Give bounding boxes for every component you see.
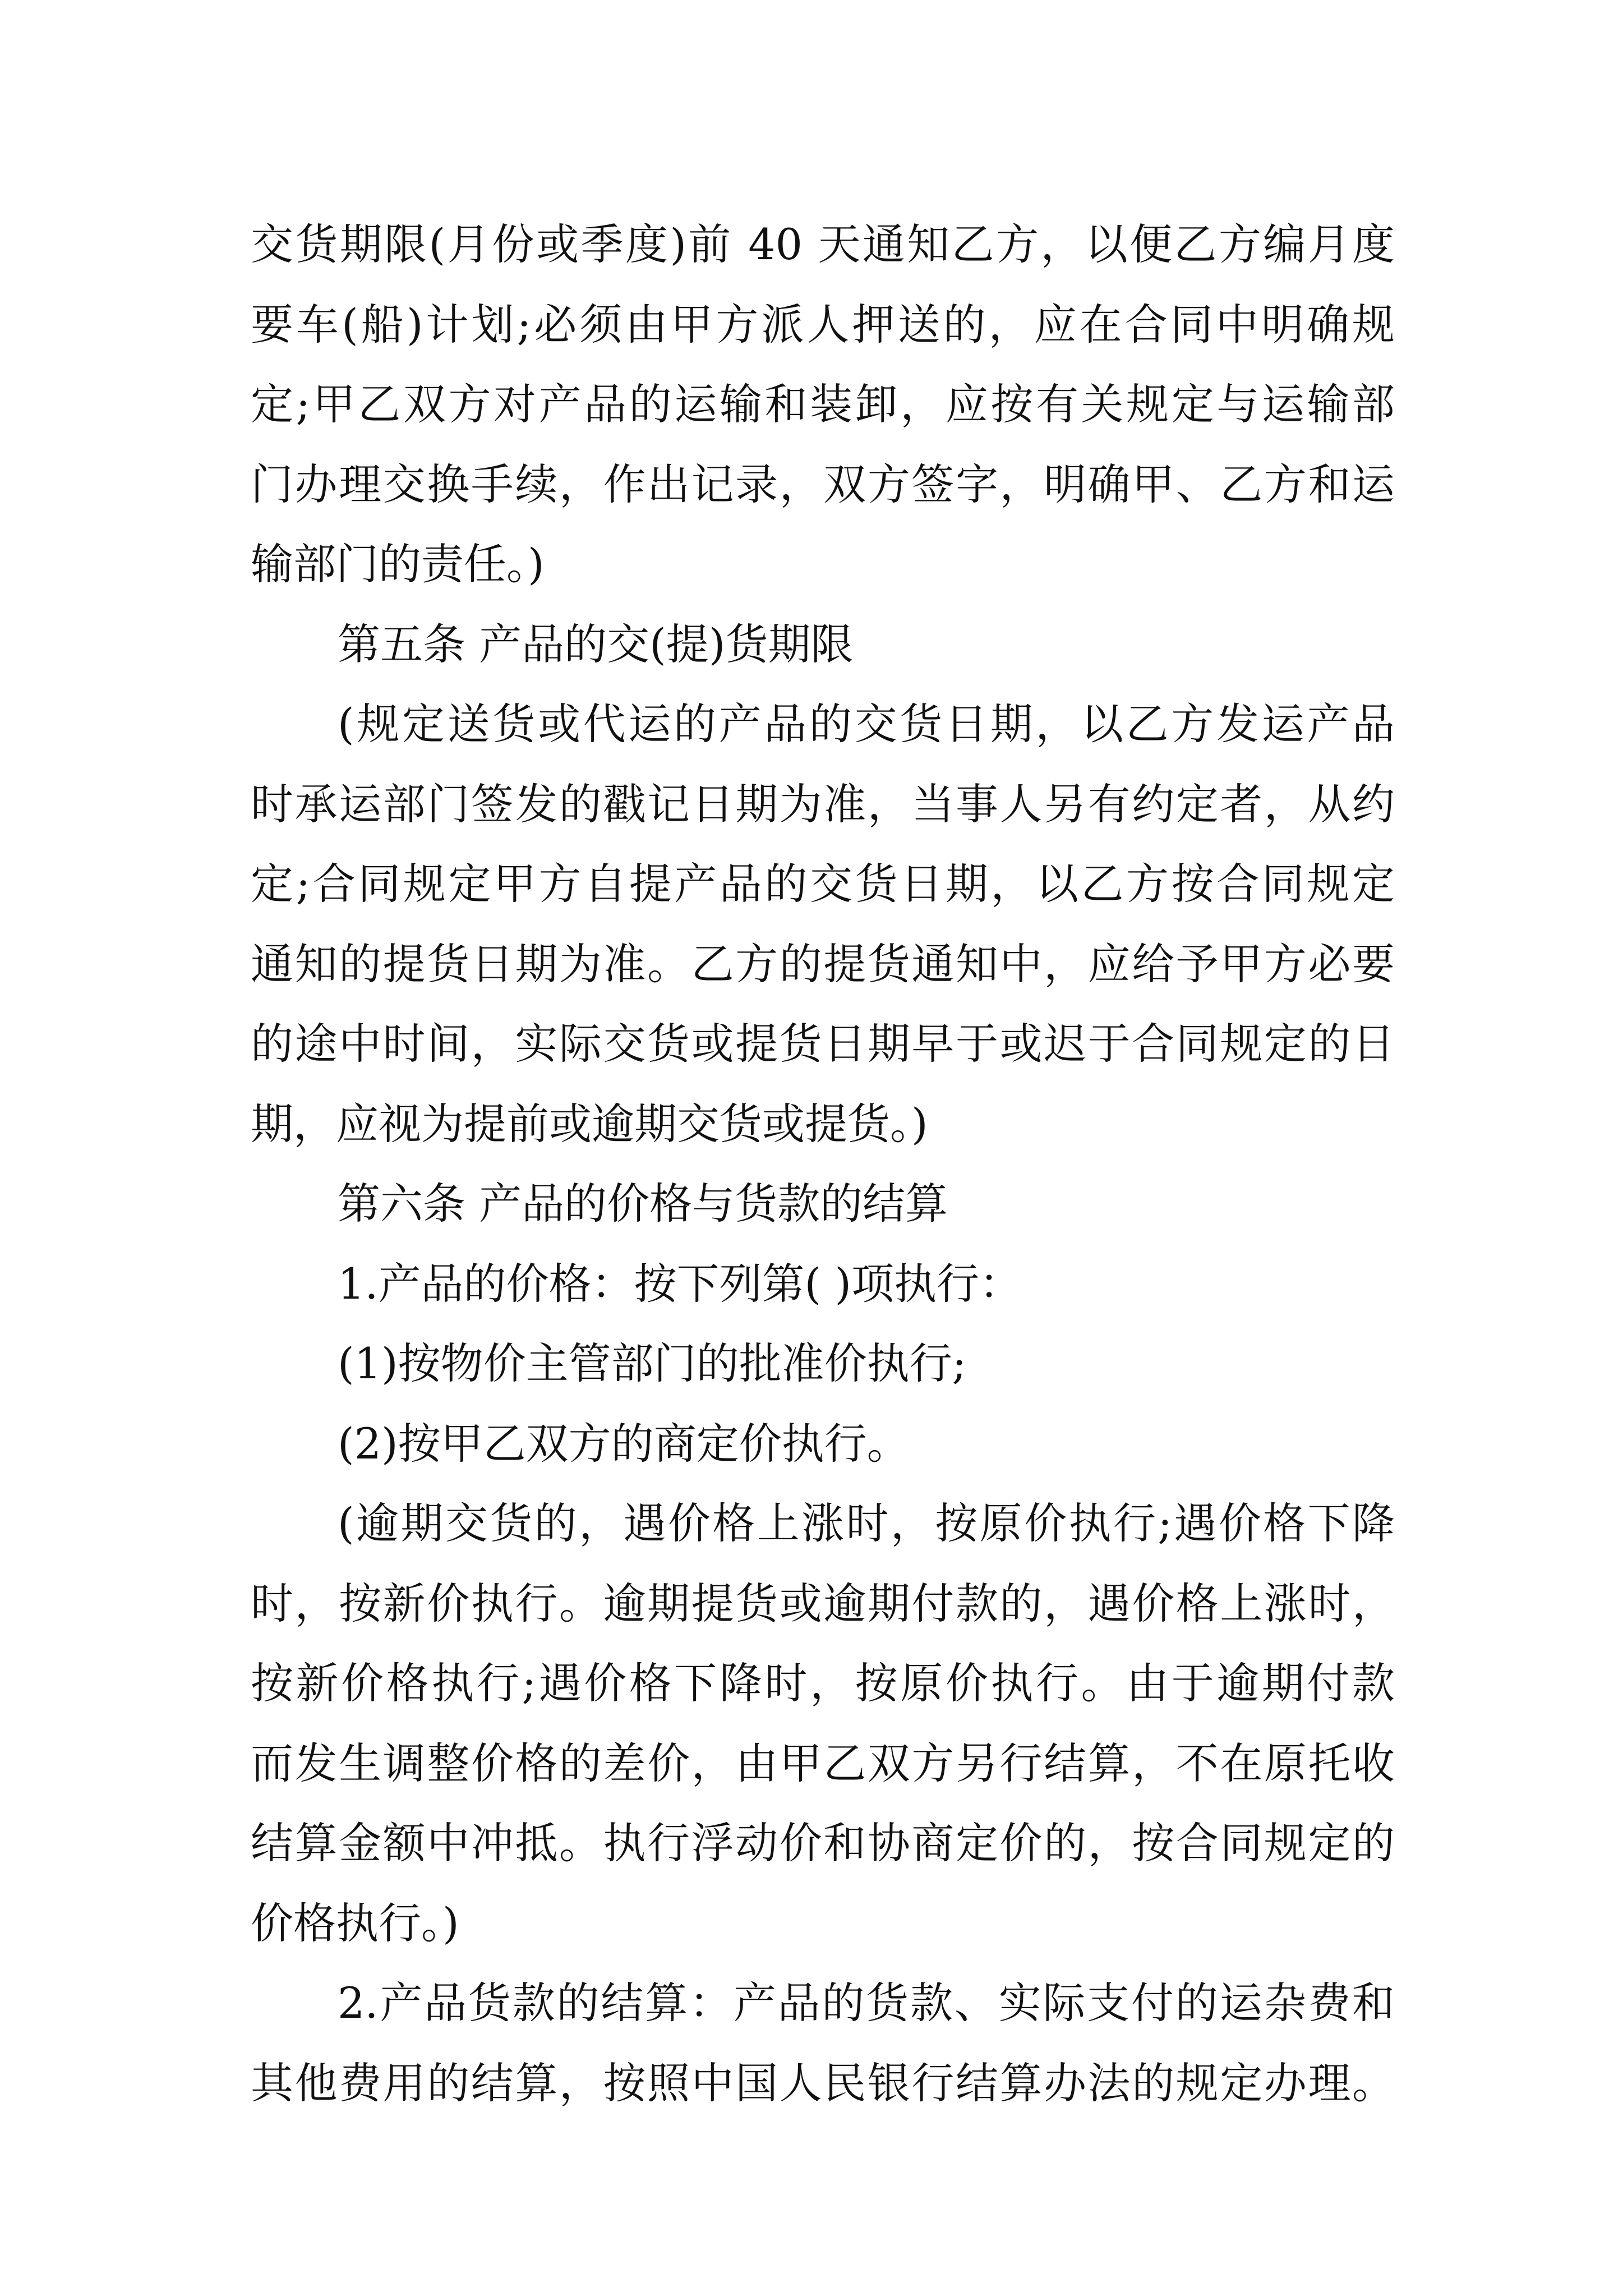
- text-line: 期，应视为提前或逾期交货或提货。): [251, 1098, 928, 1149]
- text-line: 时承运部门签发的戳记日期为准，当事人另有约定者，从约: [251, 779, 1395, 829]
- text-line: 其他费用的结算，按照中国人民银行结算办法的规定办理。: [251, 2058, 1395, 2108]
- text-line: 定;合同规定甲方自提产品的交货日期，以乙方按合同规定: [251, 859, 1395, 909]
- text-line: 定;甲乙双方对产品的运输和装卸，应按有关规定与运输部: [251, 379, 1395, 429]
- text-line: 按新价格执行;遇价格下降时，按原价执行。由于逾期付款: [251, 1658, 1395, 1708]
- text-line: 价格执行。): [251, 1898, 459, 1948]
- text-line: (1)按物价主管部门的批准价执行;: [338, 1338, 967, 1388]
- text-line: (规定送货或代运的产品的交货日期，以乙方发运产品: [338, 699, 1395, 749]
- text-line: 通知的提货日期为准。乙方的提货通知中，应给予甲方必要: [251, 938, 1395, 989]
- text-line: 交货期限(月份或季度)前 40 天通知乙方，以便乙方编月度: [251, 219, 1395, 269]
- article-heading: 第五条 产品的交(提)货期限: [338, 619, 854, 669]
- text-line: 要车(船)计划;必须由甲方派人押送的，应在合同中明确规: [251, 299, 1395, 349]
- text-line: 而发生调整价格的差价，由甲乙双方另行结算，不在原托收: [251, 1738, 1395, 1788]
- contract-text: [251, 205, 1395, 2123]
- text-line: 时，按新价执行。逾期提货或逾期付款的，遇价格上涨时，: [251, 1578, 1395, 1628]
- text-line: 输部门的责任。): [251, 539, 545, 589]
- text-line: 2.产品货款的结算：产品的货款、实际支付的运杂费和: [338, 1978, 1395, 2028]
- text-line: (逾期交货的，遇价格上涨时，按原价执行;遇价格下降: [338, 1498, 1395, 1548]
- text-line: 的途中时间，实际交货或提货日期早于或迟于合同规定的日: [251, 1019, 1395, 1069]
- text-line: (2)按甲乙双方的商定价执行。: [338, 1418, 910, 1469]
- text-line: 门办理交换手续，作出记录，双方签字，明确甲、乙方和运: [251, 459, 1395, 509]
- text-line: 结算金额中冲抵。执行浮动价和协商定价的，按合同规定的: [251, 1818, 1395, 1868]
- text-line: 1.产品的价格：按下列第( )项执行：: [338, 1258, 1022, 1309]
- article-heading: 第六条 产品的价格与货款的结算: [338, 1179, 948, 1228]
